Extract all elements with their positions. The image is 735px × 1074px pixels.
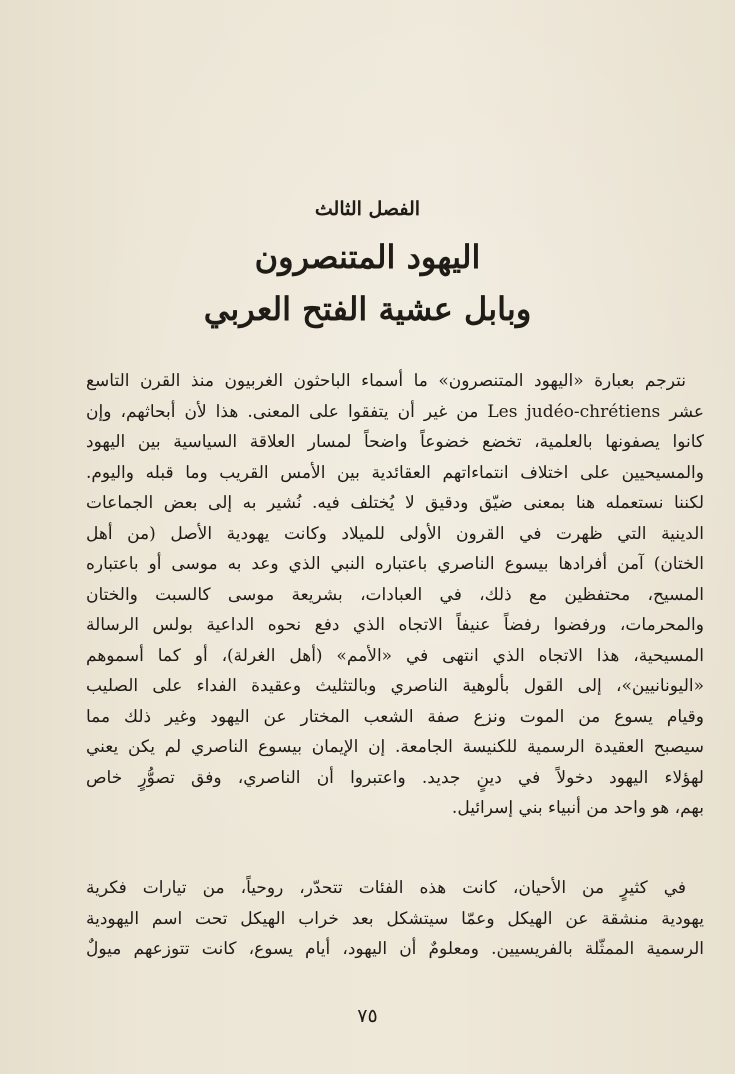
paragraph-2 — [86, 873, 704, 965]
text-line: والمسيحيين على اختلاف انتماءاتهم العقائدية بين الأمس القريب وما قبله واليوم. — [86, 462, 704, 483]
text-line: عشر Les judéo-chrétiens من غير أن يتفقوا على المعنى. هذا لأن أبحاثهم، وإن — [86, 401, 704, 422]
page-number: ٧٥ — [357, 1005, 378, 1027]
paragraph-1 — [86, 366, 704, 824]
text-line: يهودية منشقة عن الهيكل وعمّا سيتشكل بعد خراب الهيكل تحت اسم اليهودية — [86, 908, 704, 929]
text-line: الختان) آمن أفرادها بيسوع الناصري باعتباره النبي الذي وعد به موسى أو باعتباره — [86, 554, 704, 574]
text-line: سيصبح العقيدة الرسمية للكنيسة الجامعة. إن الإيمان بيسوع الناصري لم يكن يعني — [86, 737, 704, 757]
text-line: المسيحية، هذا الاتجاه الذي انتهى في «الأمم» (أهل الغرلة)، أو كما أسموهم — [86, 645, 704, 666]
text-line: كانوا يصفونها بالعلمية، تخضع خضوعاً واضحاً لمسار العلاقة السياسية بين اليهود — [86, 432, 704, 452]
text-line: وقيام يسوع من الموت ونزع صفة الشعب المختار عن اليهود وغير ذلك مما — [86, 706, 704, 727]
text-line: بهم، هو واحد من أنبياء بني إسرائيل. — [451, 798, 704, 818]
text-line: المسيح، محتفظين مع ذلك، في العبادات، بشريعة موسى كالسبت والختان — [86, 584, 704, 605]
chapter-title-line-1: اليهود المتنصرون — [254, 238, 481, 276]
text-line: «اليونانيين»، إلى القول بألوهية الناصري وبالتثليث وعقيدة الفداء على الصليب — [86, 676, 704, 696]
text-line: لهؤلاء اليهود دخولاً في دينٍ جديد. واعتبروا أن الناصري، وفق تصوُّرٍ خاص — [86, 767, 704, 788]
text-line: نترجم بعبارة «اليهود المتنصرون» ما أسماء الباحثون الغربيون منذ القرن التاسع — [86, 371, 686, 391]
text-line: الدينية التي ظهرت في القرون الأولى للميلاد وكانت يهودية الأصل (من أهل — [86, 523, 704, 544]
text-line: والمحرمات، ورفضوا رفضاً عنيفاً الاتجاه الذي دفع نحوه الداعية بولس الرسالة — [86, 615, 704, 635]
text-line: الرسمية الممثّلة بالفريسيين. ومعلومٌ أن اليهود، أيام يسوع، كانت تتوزعهم ميولٌ — [86, 939, 704, 959]
chapter-label: الفصل الثالث — [314, 198, 421, 220]
chapter-title-line-2: وبابل عشية الفتح العربي — [203, 290, 532, 328]
text-line: في كثيرٍ من الأحيان، كانت هذه الفئات تتحدّر، روحياً، من تيارات فكرية — [86, 878, 686, 898]
text-line: لكننا نستعمله هنا بمعنى ضيّق ودقيق لا يُختلف فيه. نُشير به إلى بعض الجماعات — [86, 493, 704, 513]
